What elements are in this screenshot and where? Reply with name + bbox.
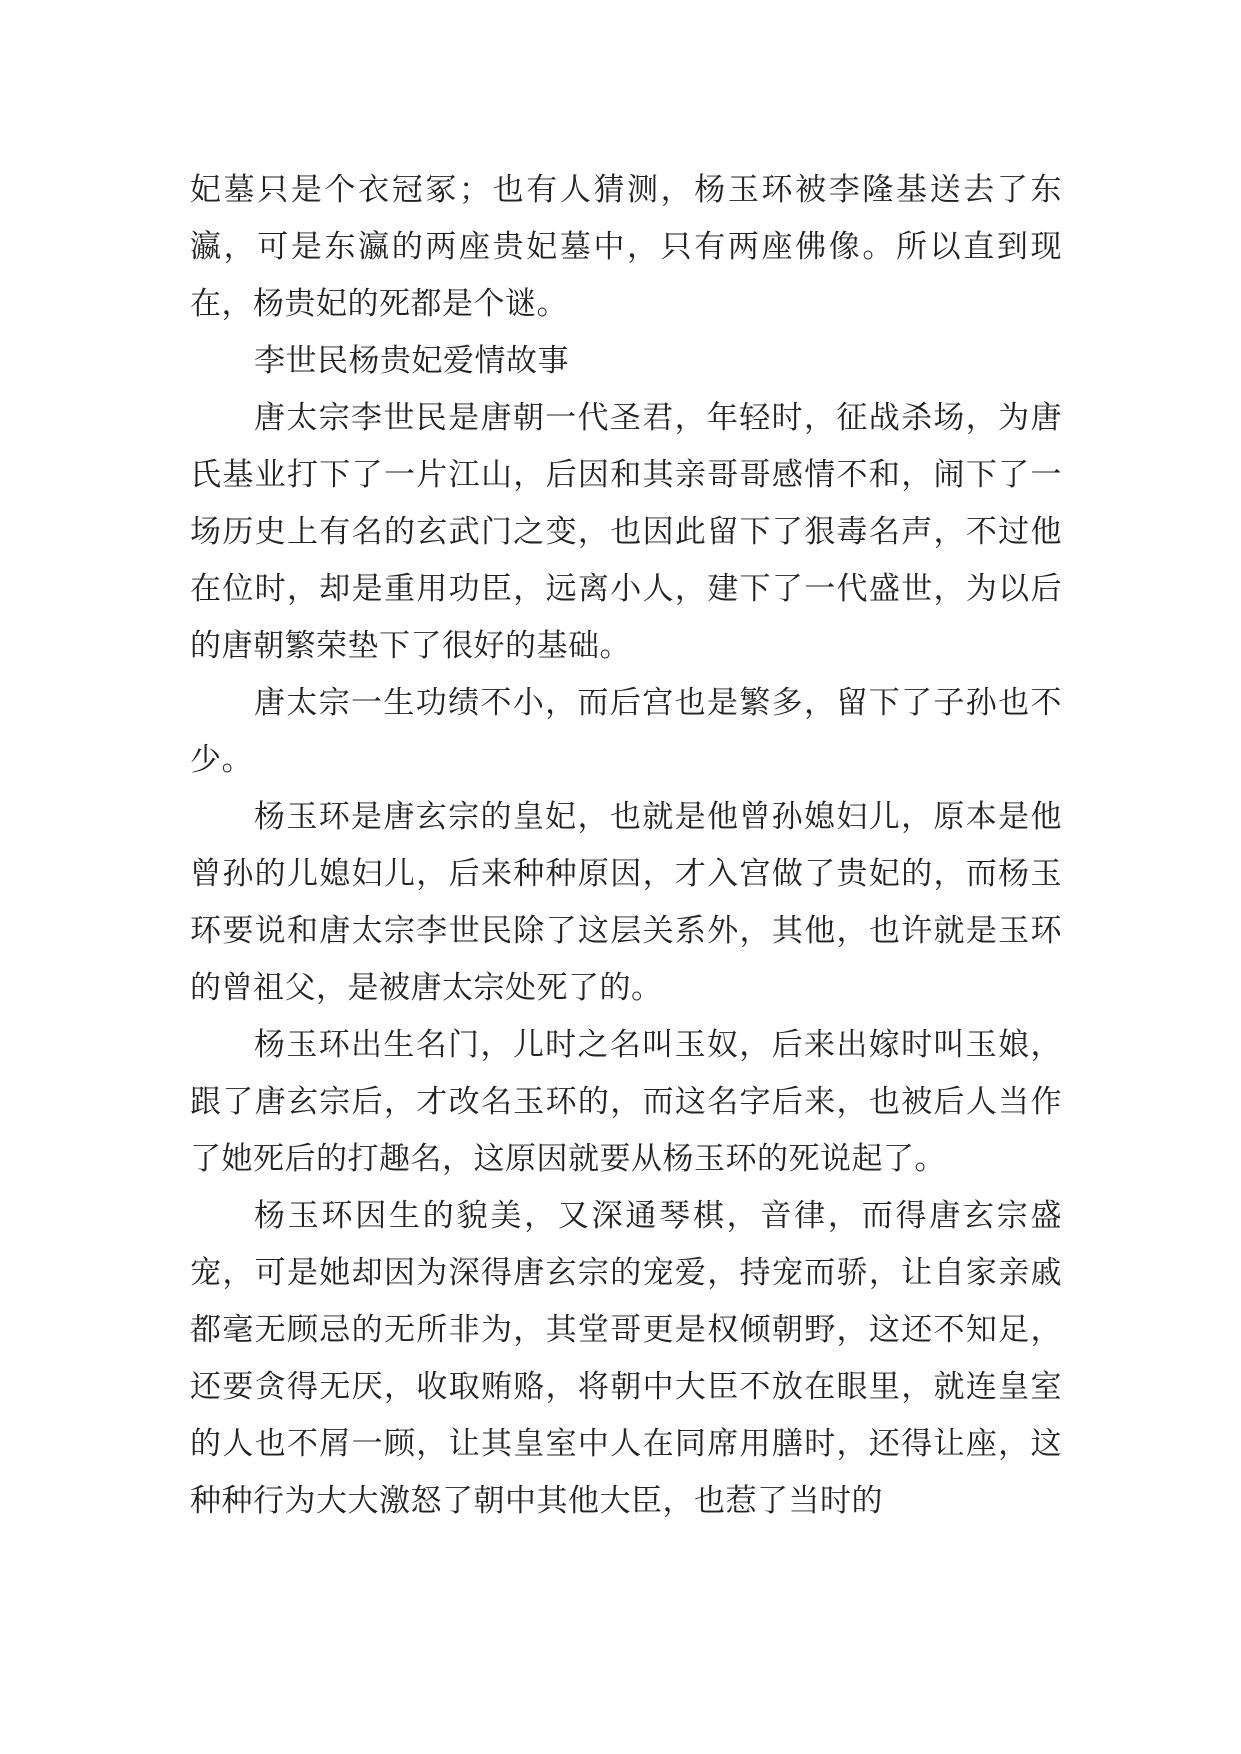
section-heading: 李世民杨贵妃爱情故事	[254, 343, 569, 379]
paragraph-2: 唐太宗李世民是唐朝一代圣君，年轻时，征战杀场，为唐氏基业打下了一片江山，后因和其亲哥哥感情不和，闹下了一场历史上有名的玄武门之变，也因此留下了狠毒名声，不过他在位时，却是重用功臣，远离小人，建下了一代盛世，为以后的唐朝繁荣垫下了很好的基础。	[190, 400, 1062, 664]
paragraph-5: 杨玉环出生名门，儿时之名叫玉奴，后来出嫁时叫玉娘，跟了唐玄宗后，才改名玉环的，而这名字后来，也被后人当作了她死后的打趣名，这原因就要从杨玉环的死说起了。	[190, 1027, 1062, 1177]
paragraph-6: 杨玉环因生的貌美，又深通琴棋，音律，而得唐玄宗盛宠，可是她却因为深得唐玄宗的宠爱，持宠而骄，让自家亲戚都毫无顾忌的无所非为，其堂哥更是权倾朝野，这还不知足，还要贪得无厌，收取贿赂，将朝中大臣不放在眼里，就连皇室的人也不屑一顾，让其皇室中人在同席用膳时，还得让座，这种种行为大大激怒了朝中其他大臣，也惹了当时的	[190, 1198, 1062, 1519]
paragraph-1: 妃墓只是个衣冠冢；也有人猜测，杨玉环被李隆基送去了东瀛，可是东瀛的两座贵妃墓中，只有两座佛像。所以直到现在，杨贵妃的死都是个谜。	[190, 172, 1062, 322]
paragraph-3: 唐太宗一生功绩不小，而后宫也是繁多，留下了子孙也不少。	[190, 685, 1062, 778]
body-text	[190, 162, 1062, 1530]
paragraph-4: 杨玉环是唐玄宗的皇妃，也就是他曾孙媳妇儿，原本是他曾孙的儿媳妇儿，后来种种原因，才入宫做了贵妃的，而杨玉环要说和唐太宗李世民除了这层关系外，其他，也许就是玉环的曾祖父，是被唐太宗处死了的。	[190, 799, 1062, 1006]
